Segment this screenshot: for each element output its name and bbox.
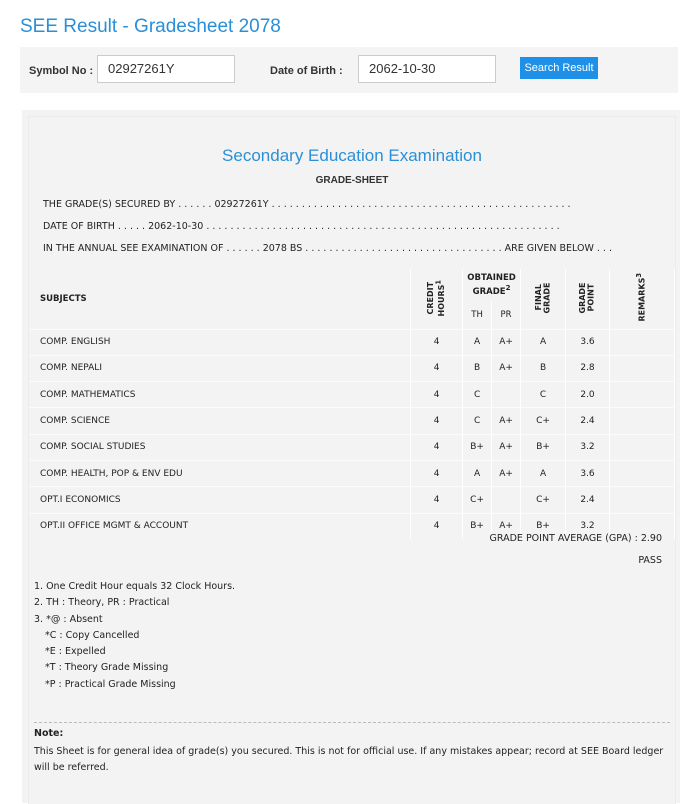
cell-remarks (610, 382, 675, 408)
cell-credit-hours: 4 (411, 408, 463, 434)
cell-grade-point: 2.8 (566, 355, 610, 381)
cell-credit-hours: 4 (411, 513, 463, 539)
cell-subject: COMP. NEPALI (29, 355, 411, 381)
cell-final-grade: B (521, 355, 566, 381)
cell-subject: COMP. SCIENCE (29, 408, 411, 434)
gradesheet-body (28, 116, 676, 804)
exam-title: Secondary Education Examination (222, 146, 482, 165)
cell-pr-grade: A+ (492, 513, 521, 539)
table-row (29, 408, 675, 434)
cell-subject: COMP. HEALTH, POP & ENV EDU (29, 460, 411, 486)
table-row (29, 382, 675, 408)
cell-grade-point: 3.6 (566, 329, 610, 355)
cell-subject: OPT.II OFFICE MGMT & ACCOUNT (29, 513, 411, 539)
footnote-theory-missing: *T : Theory Grade Missing (45, 662, 169, 674)
cell-th-grade: C (463, 382, 492, 408)
cell-th-grade: B (463, 355, 492, 381)
cell-pr-grade: A+ (492, 460, 521, 486)
page-title: SEE Result - Gradesheet 2078 (20, 16, 281, 37)
table-row (29, 355, 675, 381)
cell-th-grade: C+ (463, 487, 492, 513)
cell-final-grade: B+ (521, 513, 566, 539)
search-bar (20, 47, 678, 93)
cell-grade-point: 3.6 (566, 460, 610, 486)
grades-table (29, 269, 675, 539)
gradesheet-panel (22, 110, 680, 803)
cell-pr-grade (492, 487, 521, 513)
header-grade-point: GRADE POINT (566, 269, 610, 329)
cell-remarks (610, 434, 675, 460)
cell-final-grade: C (521, 382, 566, 408)
footnote-2: 2. TH : Theory, PR : Practical (34, 597, 170, 609)
cell-subject: COMP. SOCIAL STUDIES (29, 434, 411, 460)
cell-grade-point: 2.0 (566, 382, 610, 408)
cell-th-grade: A (463, 329, 492, 355)
cell-pr-grade: A+ (492, 434, 521, 460)
cell-subject: COMP. MATHEMATICS (29, 382, 411, 408)
cell-credit-hours: 4 (411, 487, 463, 513)
cell-th-grade: A (463, 460, 492, 486)
cell-final-grade: A (521, 329, 566, 355)
cell-credit-hours: 4 (411, 434, 463, 460)
gpa-line: GRADE POINT AVERAGE (GPA) : 2.90 (489, 533, 662, 544)
cell-final-grade: C+ (521, 487, 566, 513)
secured-by-line: THE GRADE(S) SECURED BY . . . . . . 02927261Y . . . . . . . . . . . . . . . . . . . . . . . . . . . . . . . . . . . . . . . . . . . . . . . . . . (43, 199, 571, 210)
cell-grade-point: 3.2 (566, 434, 610, 460)
cell-grade-point: 2.4 (566, 487, 610, 513)
search-result-button[interactable]: Search Result (520, 57, 598, 79)
footnote-3: 3. *@ : Absent (34, 613, 103, 625)
header-pr: PR (492, 301, 521, 329)
dob-input[interactable]: 2062-10-30 (358, 55, 496, 83)
cell-grade-point: 2.4 (566, 408, 610, 434)
cell-final-grade: B+ (521, 434, 566, 460)
footnote-1: 1. One Credit Hour equals 32 Clock Hours. (34, 581, 236, 592)
cell-pr-grade: A+ (492, 355, 521, 381)
header-obtained-grade: OBTAINED GRADE$^2$ (463, 269, 521, 301)
table-row (29, 329, 675, 355)
cell-grade-point: 3.2 (566, 513, 610, 539)
header-subjects: SUBJECTS (29, 269, 411, 329)
cell-th-grade: B+ (463, 434, 492, 460)
note-label: Note: (34, 728, 64, 739)
footnote-copy-cancelled: *C : Copy Cancelled (45, 629, 140, 641)
cell-pr-grade: A+ (492, 408, 521, 434)
symbol-no-input[interactable]: 02927261Y (97, 55, 235, 83)
cell-pr-grade: A+ (492, 329, 521, 355)
header-final-grade: FINAL GRADE (521, 269, 566, 329)
header-th: TH (463, 301, 492, 329)
cell-final-grade: C+ (521, 408, 566, 434)
exam-line: IN THE ANNUAL SEE EXAMINATION OF . . . . . . 2078 BS . . . . . . . . . . . . . . . . . . . . . . . . . . . . . . . . . ARE GIVEN BELOW . . . (43, 243, 612, 254)
table-header-row (29, 269, 675, 301)
table-row (29, 434, 675, 460)
footnotes (34, 579, 235, 693)
cell-remarks (610, 408, 675, 434)
cell-credit-hours: 4 (411, 460, 463, 486)
divider (34, 722, 670, 723)
dob-label: Date of Birth : (270, 65, 343, 77)
cell-credit-hours: 4 (411, 382, 463, 408)
cell-credit-hours: 4 (411, 329, 463, 355)
gradesheet-subtitle: GRADE-SHEET (315, 175, 389, 186)
cell-remarks (610, 329, 675, 355)
cell-credit-hours: 4 (411, 355, 463, 381)
cell-subject: COMP. ENGLISH (29, 329, 411, 355)
cell-th-grade: C (463, 408, 492, 434)
header-remarks: REMARKS$^3$ (610, 269, 675, 329)
dob-line: DATE OF BIRTH . . . . . 2062-10-30 . . . . . . . . . . . . . . . . . . . . . . . . . . . . . . . . . . . . . . . . . . . . . . . . . . . . . . . . . . . (43, 221, 560, 232)
cell-th-grade: B+ (463, 513, 492, 539)
header-credit-hours: CREDIT HOURS$^1$ (411, 269, 463, 329)
footnote-expelled: *E : Expelled (45, 646, 106, 658)
table-row (29, 460, 675, 486)
note-text: This Sheet is for general idea of grade(s) you secured. This is not for official use. If any mistakes appear; record at SEE Board ledger will be referred. (34, 746, 664, 773)
footnote-practical-missing: *P : Practical Grade Missing (45, 678, 176, 690)
table-row (29, 487, 675, 513)
cell-subject: OPT.I ECONOMICS (29, 487, 411, 513)
cell-remarks (610, 355, 675, 381)
cell-remarks (610, 460, 675, 486)
cell-remarks (610, 487, 675, 513)
symbol-label: Symbol No : (29, 65, 94, 77)
result-status: PASS (638, 555, 662, 566)
cell-pr-grade (492, 382, 521, 408)
cell-final-grade: A (521, 460, 566, 486)
